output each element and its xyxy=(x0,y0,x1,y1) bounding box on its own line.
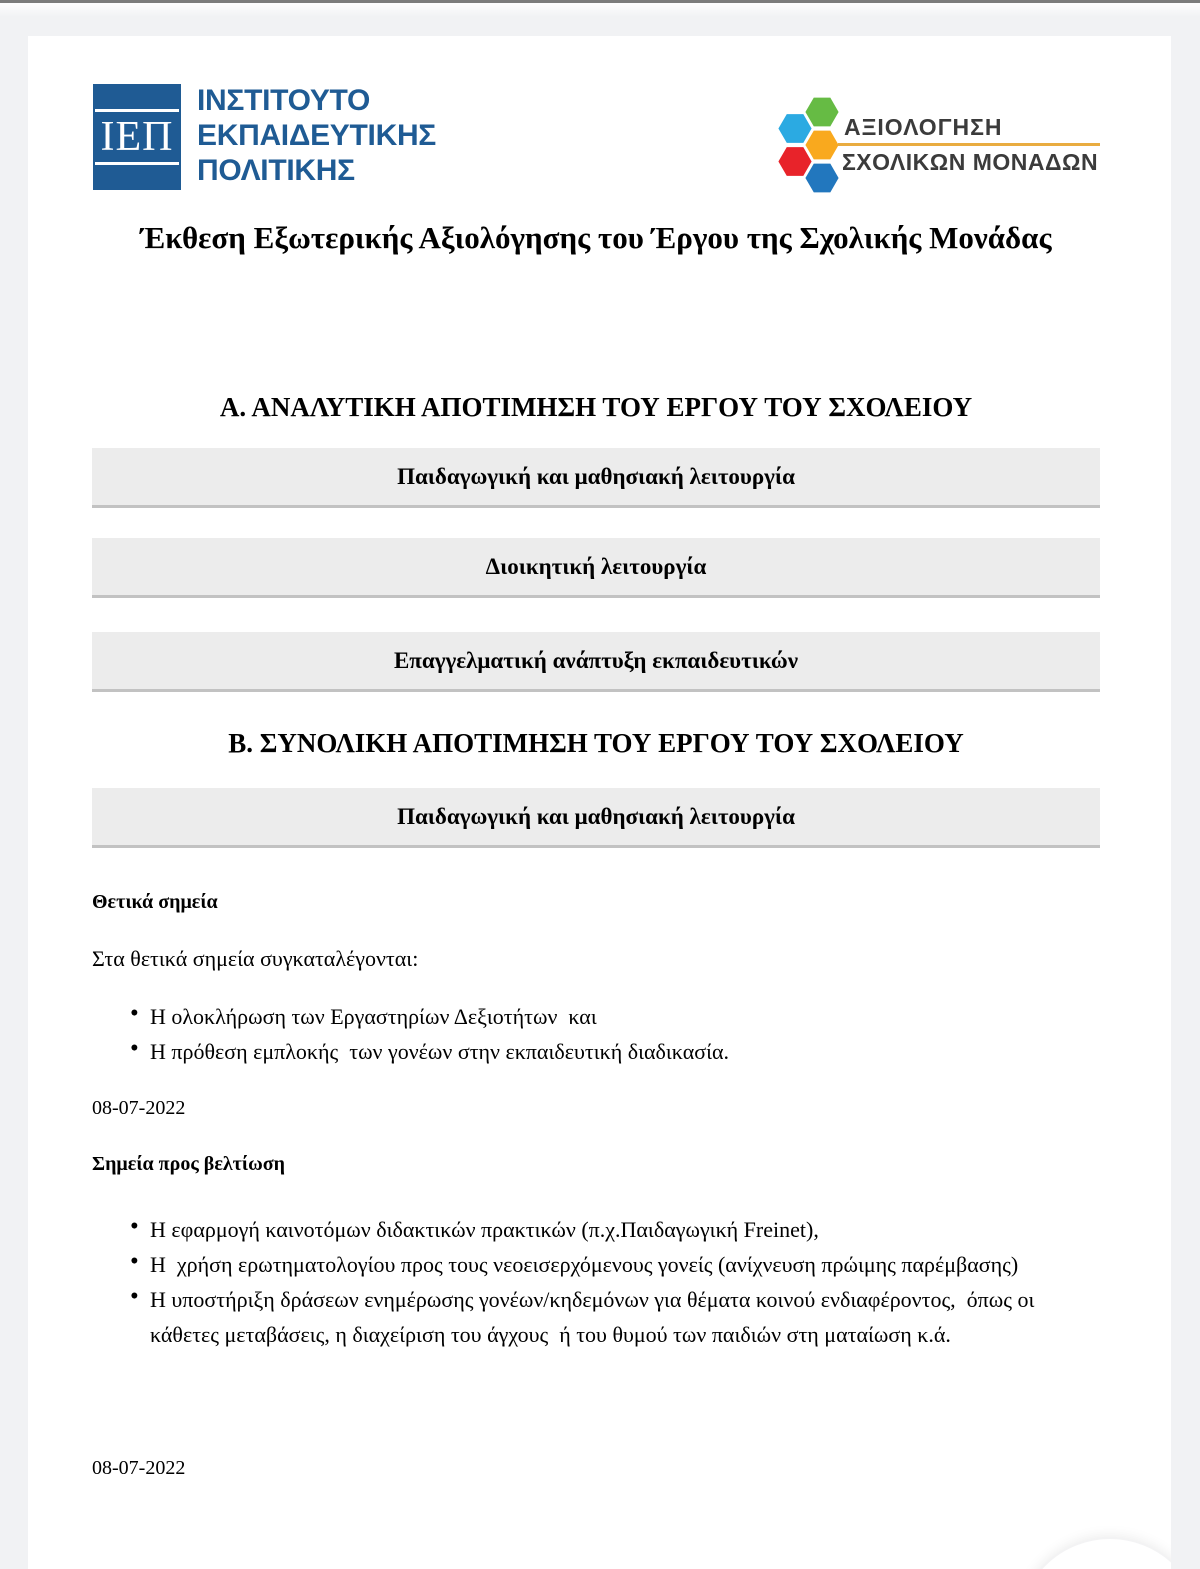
floating-circle-button[interactable] xyxy=(1017,1537,1171,1569)
list-item: • Η χρήση ερωτηματολογίου προς τους νεοεισερχόμενους γονείς (ανίχνευση πρώιμης παρέμβασης) xyxy=(92,1247,1077,1282)
domain-bar-pedagogical[interactable] xyxy=(92,448,1100,508)
evaluation-logo-title: ΑΞΙΟΛΟΓΗΣΗ xyxy=(844,114,1003,140)
positives-intro: Στα θετικά σημεία συγκαταλέγονται: xyxy=(92,946,419,971)
improvements-date: 08-07-2022 xyxy=(92,1457,186,1479)
iep-logo-name xyxy=(197,83,436,188)
report-page xyxy=(28,36,1171,1569)
list-item: • Η υποστήριξη δράσεων ενημέρωσης γονέων/κηδεμόνων για θέματα κοινού ενδιαφέροντος, όπως οι κάθετες μεταβάσεις, η διαχείριση του άγχους ή του θυμού των παιδιών στη ματαίωση κ.ά. xyxy=(92,1282,1077,1352)
list-item: • Η εφαρμογή καινοτόμων διδακτικών πρακτικών (π.χ.Παιδαγωγική Freinet), xyxy=(92,1212,1077,1247)
iep-name-line-3: ΠΟΛΙΤΙΚΗΣ xyxy=(197,154,355,187)
section-a-heading: Α. ΑΝΑΛΥΤΙΚΗ ΑΠΟΤΙΜΗΣΗ ΤΟΥ ΕΡΓΟΥ ΤΟΥ ΣΧΟΛΕΙΟΥ xyxy=(219,392,973,422)
domain-bar-label: Διοικητική λειτουργία xyxy=(485,553,707,579)
domain-bar-label: Παιδαγωγική και μαθησιακή λειτουργία xyxy=(397,463,795,489)
improvements-list xyxy=(92,1212,1077,1352)
improvements-heading: Σημεία προς βελτίωση xyxy=(92,1153,285,1175)
iep-name-line-1: ΙΝΣΤΙΤΟΥΤΟ xyxy=(197,84,371,117)
domain-bar-administrative[interactable] xyxy=(92,538,1100,598)
hexagon-blue xyxy=(805,163,840,193)
positives-heading: Θετικά σημεία xyxy=(92,891,218,913)
domain-bar-professional-development[interactable] xyxy=(92,632,1100,692)
top-gradient xyxy=(0,3,1200,17)
domain-bar-pedagogical-overall[interactable] xyxy=(92,788,1100,848)
domain-bar-label: Παιδαγωγική και μαθησιακή λειτουργία xyxy=(397,803,795,829)
iep-acronym: ΙΕΠ xyxy=(95,109,180,165)
positives-list xyxy=(92,999,1077,1069)
hexagon-cluster-icon xyxy=(776,90,842,196)
section-b-heading: Β. ΣΥΝΟΛΙΚΗ ΑΠΟΤΙΜΗΣΗ ΤΟΥ ΕΡΓΟΥ ΤΟΥ ΣΧΟΛΕΙΟΥ xyxy=(228,728,964,758)
iep-name-line-2: ΕΚΠΑΙΔΕΥΤΙΚΗΣ xyxy=(197,119,437,152)
positives-date: 08-07-2022 xyxy=(92,1097,186,1119)
iep-logo-mark xyxy=(93,84,181,190)
window-top-edge xyxy=(0,0,1200,3)
list-item: • Η πρόθεση εμπλοκής των γονέων στην εκπαιδευτική διαδικασία. xyxy=(92,1034,1077,1069)
evaluation-logo-subtitle: ΣΧΟΛΙΚΩΝ ΜΟΝΑΔΩΝ xyxy=(842,149,1099,175)
evaluation-logo-divider xyxy=(838,143,1100,146)
domain-bar-label: Επαγγελματική ανάπτυξη εκπαιδευτικών xyxy=(393,647,799,673)
report-title: Έκθεση Εξωτερικής Αξιολόγησης του Έργου της Σχολικής Μονάδας xyxy=(140,220,1052,255)
list-item: • Η ολοκλήρωση των Εργαστηρίων Δεξιοτήτων και xyxy=(92,999,1077,1034)
